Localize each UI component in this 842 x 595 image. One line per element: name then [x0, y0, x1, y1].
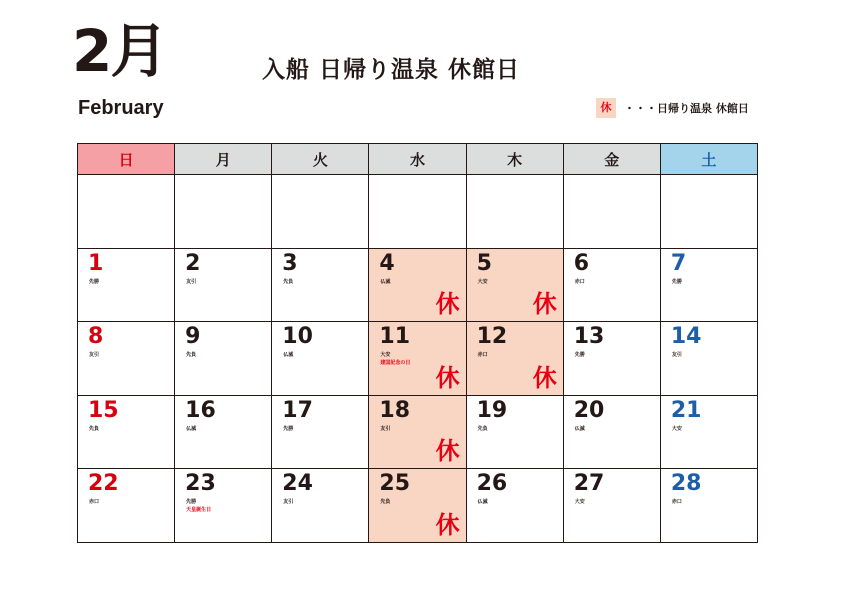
- calendar-grid: [77, 143, 758, 543]
- holiday-label: 建国記念の日: [380, 360, 411, 367]
- calendar-day-cell: [369, 322, 466, 396]
- calendar-day-cell: [175, 469, 272, 543]
- calendar-day-cell: [466, 469, 563, 543]
- rokuyo-label: 仏滅: [477, 499, 488, 506]
- closed-day-mark: 休: [532, 290, 557, 319]
- weekday-header-thursday: 木: [466, 144, 563, 175]
- closed-day-mark: 休: [435, 437, 460, 466]
- holiday-label: 天皇誕生日: [186, 507, 212, 514]
- calendar-day-cell: [78, 469, 175, 543]
- rokuyo-label: 赤口: [89, 499, 100, 506]
- rokuyo-label: 赤口: [477, 352, 488, 359]
- rokuyo-label: 先負: [89, 425, 100, 432]
- rokuyo-label: 仏滅: [574, 425, 585, 432]
- month-english-name: February: [78, 97, 164, 119]
- day-number: 10: [282, 324, 313, 350]
- rokuyo-label: 赤口: [671, 499, 682, 506]
- closed-day-mark: 休: [532, 363, 557, 392]
- weekday-header-friday: 金: [563, 144, 660, 175]
- weekday-header-wednesday: 水: [369, 144, 466, 175]
- day-number: 28: [670, 471, 702, 497]
- day-number: 13: [573, 324, 605, 350]
- day-number: 5: [476, 250, 492, 276]
- calendar-day-cell: [78, 248, 175, 322]
- calendar-day-cell: [563, 395, 660, 469]
- day-number: 24: [282, 471, 313, 497]
- rokuyo-label: 大安: [574, 499, 585, 506]
- calendar-empty-cell: [272, 175, 369, 249]
- calendar-day-cell: [175, 322, 272, 396]
- calendar-day-cell: [660, 395, 757, 469]
- calendar-day-cell: [78, 395, 175, 469]
- rokuyo-label: 友引: [283, 499, 294, 506]
- calendar-day-cell: [563, 469, 660, 543]
- calendar-day-cell: [175, 248, 272, 322]
- day-number: 15: [88, 397, 119, 423]
- calendar-week-row: [78, 248, 758, 322]
- calendar-day-cell: [466, 322, 563, 396]
- day-number: 21: [670, 397, 702, 423]
- calendar-day-cell: [466, 248, 563, 322]
- day-number: 7: [670, 250, 687, 276]
- day-number: 25: [379, 471, 411, 497]
- rokuyo-label: 友引: [671, 352, 682, 359]
- closed-day-mark: 休: [435, 290, 460, 319]
- weekday-header-saturday: 土: [660, 144, 757, 175]
- day-number: 12: [476, 324, 508, 350]
- rokuyo-label: 先勝: [186, 499, 197, 506]
- calendar-day-cell: [660, 322, 757, 396]
- rokuyo-label: 友引: [89, 352, 100, 359]
- legend: [596, 98, 749, 118]
- rokuyo-label: 先負: [477, 425, 488, 432]
- calendar-body: [78, 175, 758, 543]
- rokuyo-label: 赤口: [574, 278, 585, 285]
- day-number: 23: [185, 471, 216, 497]
- rokuyo-label: 大安: [477, 278, 488, 285]
- day-number: 2: [185, 250, 201, 276]
- rokuyo-label: 大安: [380, 352, 391, 359]
- rokuyo-label: 仏滅: [380, 278, 391, 285]
- day-number: 22: [88, 471, 119, 497]
- legend-text: ・・・日帰り温泉 休館日: [624, 102, 749, 115]
- rokuyo-label: 先勝: [283, 425, 294, 432]
- weekday-header-row: [78, 144, 758, 175]
- rokuyo-label: 先勝: [574, 352, 585, 359]
- weekday-header-tuesday: 火: [272, 144, 369, 175]
- rokuyo-label: 先負: [186, 352, 197, 359]
- calendar-day-cell: [272, 395, 369, 469]
- calendar-day-cell: [563, 248, 660, 322]
- calendar-day-cell: [466, 395, 563, 469]
- day-number: 8: [88, 324, 104, 350]
- rokuyo-label: 仏滅: [283, 352, 294, 359]
- calendar-day-cell: [369, 469, 466, 543]
- day-number: 17: [282, 397, 313, 423]
- calendar-empty-cell: [78, 175, 175, 249]
- day-number: 26: [476, 471, 508, 497]
- calendar-empty-cell: [660, 175, 757, 249]
- day-number: 3: [282, 250, 298, 276]
- weekday-header-monday: 月: [175, 144, 272, 175]
- day-number: 9: [185, 324, 201, 350]
- rokuyo-label: 友引: [380, 425, 391, 432]
- rokuyo-label: 友引: [186, 278, 197, 285]
- day-number: 20: [573, 397, 605, 423]
- calendar-week-row: [78, 175, 758, 249]
- calendar-empty-cell: [175, 175, 272, 249]
- rokuyo-label: 先勝: [671, 278, 682, 285]
- rokuyo-label: 先勝: [89, 278, 100, 285]
- calendar-week-row: [78, 395, 758, 469]
- day-number: 1: [88, 250, 104, 276]
- day-number: 19: [476, 397, 508, 423]
- calendar-empty-cell: [369, 175, 466, 249]
- closed-day-mark: 休: [435, 511, 460, 539]
- calendar-day-cell: [272, 469, 369, 543]
- rokuyo-label: 先負: [380, 499, 391, 506]
- closed-day-mark: 休: [435, 363, 460, 392]
- calendar-day-cell: [369, 395, 466, 469]
- calendar-empty-cell: [466, 175, 563, 249]
- legend-closed-mark: 休: [596, 98, 616, 118]
- page-title: 入船 日帰り温泉 休館日: [262, 57, 521, 83]
- rokuyo-label: 先負: [283, 278, 294, 285]
- day-number: 11: [379, 324, 411, 350]
- calendar-day-cell: [660, 469, 757, 543]
- calendar-day-cell: [272, 248, 369, 322]
- day-number: 18: [379, 397, 411, 423]
- calendar-week-row: [78, 469, 758, 543]
- day-number: 6: [573, 250, 590, 276]
- day-number: 14: [670, 324, 702, 350]
- calendar-week-row: [78, 322, 758, 396]
- calendar-day-cell: [660, 248, 757, 322]
- calendar-day-cell: [78, 322, 175, 396]
- calendar-day-cell: [369, 248, 466, 322]
- calendar-day-cell: [175, 395, 272, 469]
- calendar-day-cell: [563, 322, 660, 396]
- day-number: 16: [185, 397, 216, 423]
- month-number: 2月: [72, 17, 167, 85]
- day-number: 27: [573, 471, 605, 497]
- weekday-header-sunday: 日: [78, 144, 175, 175]
- rokuyo-label: 仏滅: [186, 425, 197, 432]
- rokuyo-label: 大安: [671, 425, 682, 432]
- calendar-day-cell: [272, 322, 369, 396]
- calendar-empty-cell: [563, 175, 660, 249]
- day-number: 4: [379, 250, 395, 276]
